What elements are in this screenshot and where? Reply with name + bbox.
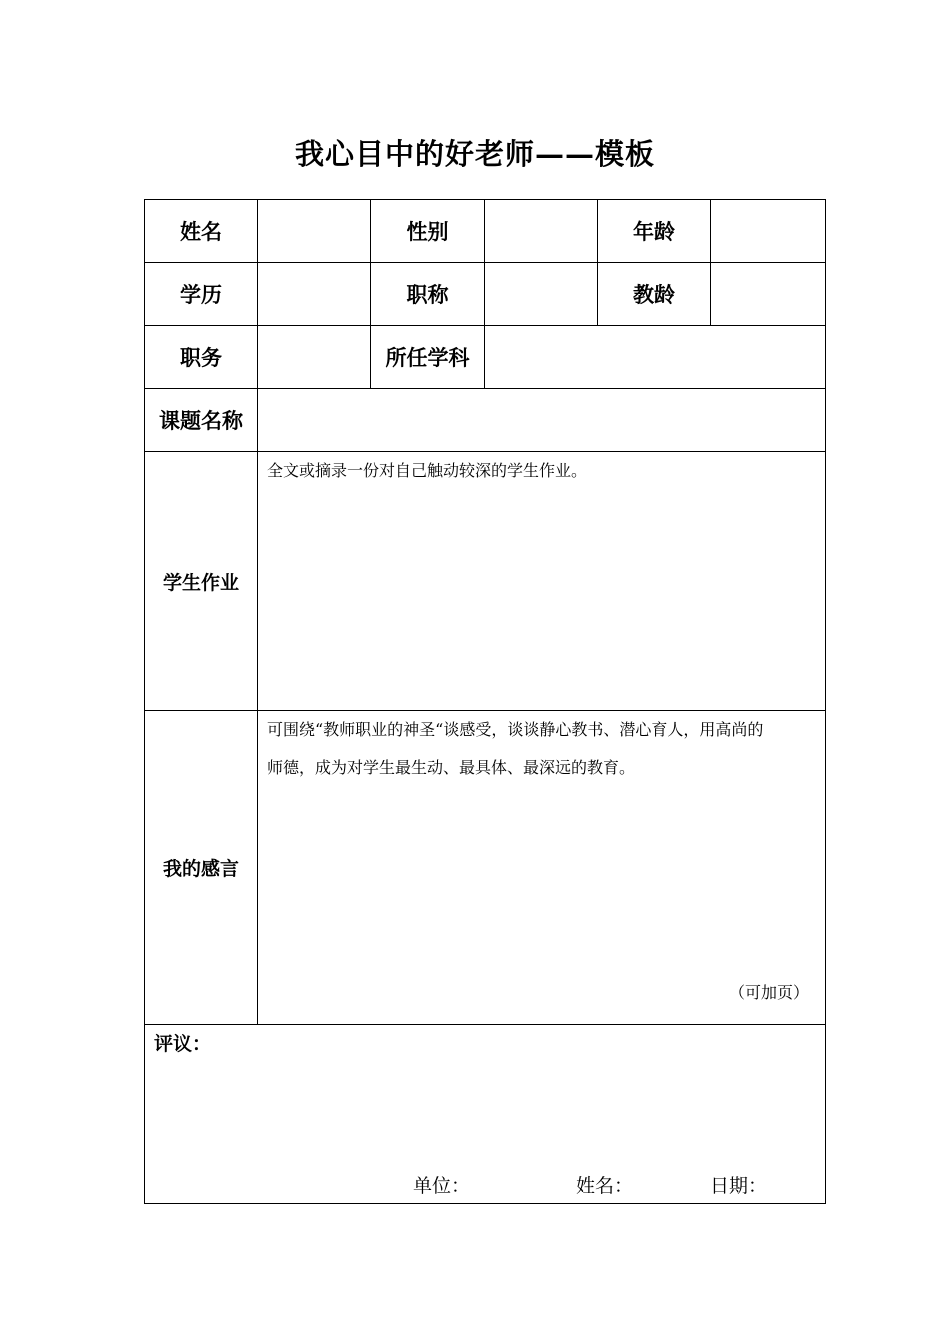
table-row xyxy=(145,1025,826,1204)
professional-title-field[interactable] xyxy=(485,263,598,326)
table-row xyxy=(145,326,826,389)
position-label: 职务 xyxy=(145,326,258,389)
student-work-field[interactable] xyxy=(258,452,826,711)
table-row xyxy=(145,263,826,326)
reflection-label: 我的感言 xyxy=(145,711,258,1025)
reflection-hint-line2: 师德，成为对学生最生动、最具体、最深远的教育。 xyxy=(267,758,636,777)
student-work-label: 学生作业 xyxy=(145,452,258,711)
table-row xyxy=(145,200,826,263)
gender-field[interactable] xyxy=(485,200,598,263)
age-field[interactable] xyxy=(711,200,826,263)
name-field[interactable] xyxy=(258,200,371,263)
teacher-form-table xyxy=(144,199,826,1204)
position-field[interactable] xyxy=(258,326,371,389)
teaching-years-label: 教龄 xyxy=(598,263,711,326)
date-label: 日期： xyxy=(710,1175,768,1197)
reflection-hint-line1: 可围绕“教师职业的神圣“谈感受，谈谈静心教书、潜心育人，用高尚的 xyxy=(267,720,764,739)
topic-field[interactable] xyxy=(258,389,826,452)
age-label: 年龄 xyxy=(598,200,711,263)
table-row xyxy=(145,389,826,452)
gender-label: 性别 xyxy=(371,200,485,263)
subject-label: 所任学科 xyxy=(371,326,485,389)
unit-label: 单位： xyxy=(413,1175,471,1197)
education-label: 学历 xyxy=(145,263,258,326)
add-page-note: （可加页） xyxy=(728,983,809,1002)
topic-label: 课题名称 xyxy=(145,389,258,452)
table-row xyxy=(145,452,826,711)
teaching-years-field[interactable] xyxy=(711,263,826,326)
professional-title-label: 职称 xyxy=(371,263,485,326)
reflection-field[interactable] xyxy=(258,711,826,1025)
education-field[interactable] xyxy=(258,263,371,326)
signer-name-label: 姓名： xyxy=(576,1175,634,1197)
student-work-hint: 全文或摘录一份对自己触动较深的学生作业。 xyxy=(267,461,588,480)
table-row xyxy=(145,711,826,1025)
subject-field[interactable] xyxy=(485,326,826,389)
page-title: 我心目中的好老师——模板 xyxy=(294,137,655,171)
name-label: 姓名 xyxy=(145,200,258,263)
comment-field[interactable] xyxy=(145,1025,826,1204)
comment-label: 评议： xyxy=(154,1033,212,1055)
